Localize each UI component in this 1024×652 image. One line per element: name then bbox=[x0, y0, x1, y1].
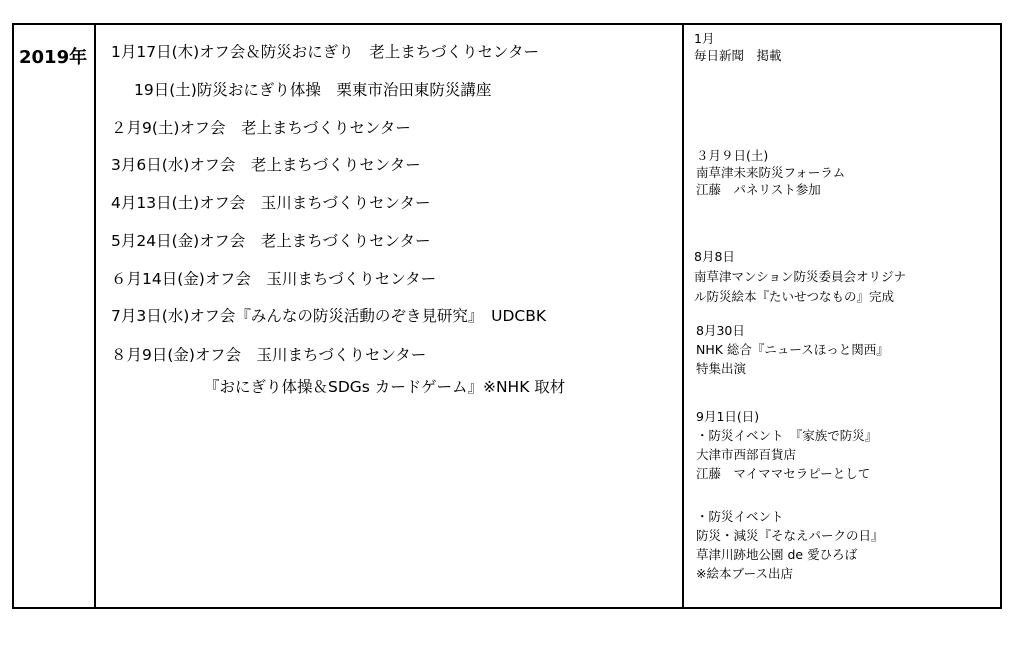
side-text: 防災・減災『そなえパークの日』 bbox=[696, 528, 884, 543]
meeting-item: 『おにぎり体操＆SDGs カードゲーム』※NHK 取材 bbox=[204, 378, 566, 396]
meeting-item: 1月17日(木)オフ会＆防災おにぎり 老上まちづくりセンター bbox=[111, 43, 539, 61]
side-text: 南草津未来防災フォーラム bbox=[696, 165, 846, 180]
meeting-item: ８月9日(金)オフ会 玉川まちづくりセンター bbox=[111, 346, 427, 364]
side-event-august-30 bbox=[696, 321, 889, 378]
side-date: 8月8日 bbox=[694, 249, 735, 264]
side-text: NHK 総合『ニュースほっと関西』 bbox=[696, 342, 889, 357]
side-text: 毎日新聞 掲載 bbox=[694, 48, 782, 63]
side-event-january bbox=[694, 30, 782, 64]
column-divider-year bbox=[94, 25, 96, 607]
side-text: 江藤 マイママセラピーとして bbox=[696, 466, 871, 481]
side-text: ル防災絵本『たいせつなもの』完成 bbox=[694, 289, 895, 304]
meeting-item: 5月24日(金)オフ会 老上まちづくりセンター bbox=[111, 232, 431, 250]
year-label: 2019年 bbox=[19, 47, 88, 68]
meeting-item: 19日(土)防災おにぎり体操 栗東市治田東防災講座 bbox=[134, 81, 492, 99]
column-divider-side bbox=[682, 25, 684, 607]
side-event-september-2 bbox=[696, 507, 884, 583]
side-text: 南草津マンション防災委員会オリジナ bbox=[694, 269, 906, 284]
side-text: 特集出演 bbox=[696, 361, 747, 376]
meeting-item: 7月3日(水)オフ会『みんなの防災活動のぞき見研究』 UDCBK bbox=[111, 307, 547, 325]
side-event-march bbox=[696, 147, 845, 198]
side-text: 大津市西部百貨店 bbox=[696, 447, 797, 462]
side-text: ※絵本ブース出店 bbox=[696, 566, 793, 581]
side-date: 1月 bbox=[694, 31, 715, 46]
side-text: ・防災イベント 『家族で防災』 bbox=[696, 428, 878, 443]
side-date: 9月1日(日) bbox=[696, 409, 760, 424]
side-event-august-8 bbox=[694, 247, 906, 307]
side-date: ３月９日(土) bbox=[696, 148, 769, 163]
side-event-september bbox=[696, 407, 877, 483]
side-date: 8月30日 bbox=[696, 323, 745, 338]
meeting-item: ６月14日(金)オフ会 玉川まちづくりセンター bbox=[111, 270, 437, 288]
schedule-table bbox=[12, 23, 1002, 609]
side-text: 草津川跡地公園 de 愛ひろば bbox=[696, 547, 858, 562]
meeting-item: 4月13日(土)オフ会 玉川まちづくりセンター bbox=[111, 194, 431, 212]
side-text: 江藤 パネリスト参加 bbox=[696, 182, 821, 197]
meeting-item: 3月6日(水)オフ会 老上まちづくりセンター bbox=[111, 156, 421, 174]
side-text: ・防災イベント bbox=[696, 509, 784, 524]
meeting-item: ２月9(土)オフ会 老上まちづくりセンター bbox=[111, 119, 411, 137]
